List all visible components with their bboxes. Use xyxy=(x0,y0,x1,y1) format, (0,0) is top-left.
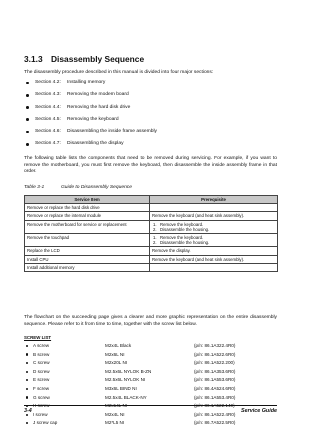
screw-name: H screw xyxy=(33,403,50,409)
prerequisite-cell xyxy=(150,220,278,233)
section-list-item xyxy=(24,105,277,117)
section-ref: Section 4.5: xyxy=(35,116,61,122)
step-text: Remove the keyboard. xyxy=(160,221,204,227)
screw-spec: M2x6L NI xyxy=(105,351,125,357)
section-item-title: Removing the hard disk drive xyxy=(67,104,131,110)
bullet-icon xyxy=(26,106,29,109)
screw-item xyxy=(24,412,277,421)
step-text: Disassemble the housing. xyxy=(160,226,210,232)
step-number: 2. xyxy=(153,240,157,246)
service-item-cell: Remove the touchpad xyxy=(25,233,150,246)
section-item-title: Disassembling the inside frame assembly xyxy=(67,129,157,135)
section-item-title: Removing the modem board xyxy=(67,92,129,98)
section-ref: Section 4.4: xyxy=(35,104,61,110)
screw-spec: M2x4L NI xyxy=(105,411,125,417)
section-heading xyxy=(24,54,144,64)
section-list-item xyxy=(24,80,277,92)
bullet-icon xyxy=(26,371,28,373)
section-item-title: Installing memory xyxy=(67,80,106,85)
screw-part-number: (p/n: 86.1A522.4R0) xyxy=(194,411,236,417)
table-row xyxy=(25,203,278,211)
section-list-item xyxy=(24,141,277,153)
bullet-icon xyxy=(26,388,28,390)
bullet-icon xyxy=(26,131,29,134)
screw-list-title: SCREW LIST xyxy=(24,335,52,340)
screw-name: E screw xyxy=(33,377,50,383)
table-row xyxy=(25,264,278,272)
prerequisite-cell xyxy=(150,203,278,211)
step-number: 2. xyxy=(153,226,157,232)
step-text: Remove the keyboard. xyxy=(160,235,204,241)
screw-item xyxy=(24,343,277,352)
section-ref: Section 4.6: xyxy=(35,129,61,135)
section-list-item xyxy=(24,129,277,141)
flowchart-paragraph: The flowchart on the succeeding page gives a clearer and more graphic representation on the entire disassembly sequence. Please refer to it from time to time, together with the screw list below. xyxy=(24,315,277,327)
screw-spec: M2*L5 NI xyxy=(105,420,125,425)
screw-part-number: (p/n: 86.1A553.6R0) xyxy=(194,377,236,383)
screw-name: F screw xyxy=(33,385,50,391)
prerequisite-cell: Remove the display. xyxy=(150,247,278,255)
intro-paragraph: The disassembly procedure described in this manual is divided into four major sections: xyxy=(24,70,214,75)
section-item-title: Removing the keyboard xyxy=(67,116,119,122)
screw-part-number: (p/n: 86.1A322.4R0) xyxy=(194,343,236,348)
screw-part-number: (p/n: 86.1A353.6R0) xyxy=(194,368,236,374)
table-row xyxy=(25,247,278,255)
bullet-icon xyxy=(26,94,29,97)
prerequisite-step xyxy=(152,227,275,232)
table-row xyxy=(25,220,278,233)
screw-name: B screw xyxy=(33,351,50,357)
prerequisite-step xyxy=(152,240,275,245)
prerequisite-cell: Remove the keyboard (and heat sink assembly). xyxy=(150,212,278,220)
table-header-row xyxy=(25,196,278,204)
screw-item xyxy=(24,352,277,361)
bullet-icon xyxy=(26,396,28,398)
table-caption-text: Guide to Disassembly Sequence xyxy=(61,185,132,190)
screw-name: I screw xyxy=(33,411,48,417)
screw-item xyxy=(24,386,277,395)
bullet-icon xyxy=(26,143,29,146)
screw-part-number: (p/n: 86.1A522.200) xyxy=(194,360,235,366)
screw-spec: M3x6L BIND NI xyxy=(105,385,137,391)
screw-item xyxy=(24,395,277,404)
prerequisite-cell xyxy=(150,264,278,272)
section-list-item xyxy=(24,92,277,104)
section-item-title: Disassembling the display xyxy=(67,141,124,147)
screw-part-number: (p/n: 86.4A524.6R0) xyxy=(194,385,236,391)
footer-divider xyxy=(24,405,277,406)
screw-spec: M2x14L NI xyxy=(105,403,128,409)
screw-name: J screw cap xyxy=(33,420,58,425)
screw-spec: M2x4L Black xyxy=(105,343,132,348)
step-number: 1. xyxy=(153,221,157,227)
screw-list xyxy=(24,343,277,425)
screw-name: G screw xyxy=(33,394,50,400)
screw-spec: M2.5x4L BLACK-NY xyxy=(105,394,147,400)
screw-item xyxy=(24,377,277,386)
service-item-cell: Remove or replace the internal module xyxy=(25,212,150,220)
column-header-service-item: Service Item xyxy=(25,196,150,204)
screw-spec: M2.5x6L NYLOK B-ZN xyxy=(105,368,152,374)
section-ref: Section 4.7: xyxy=(35,141,61,147)
bullet-icon xyxy=(26,353,28,355)
section-title: Disassembly Sequence xyxy=(51,54,145,64)
screw-part-number: (p/n: 86.1A522.6R0) xyxy=(194,351,236,357)
section-list-item xyxy=(24,117,277,129)
page-number: 3-4 xyxy=(24,408,32,414)
table-row xyxy=(25,255,278,263)
table-row xyxy=(25,233,278,246)
screw-name: C screw xyxy=(33,360,50,366)
section-list xyxy=(24,80,277,154)
step-text: Disassemble the housing. xyxy=(160,240,210,246)
bullet-icon xyxy=(26,82,29,85)
screw-part-number: (p/n: 86.1A522.140) xyxy=(194,403,235,409)
screw-item xyxy=(24,369,277,378)
bullet-icon xyxy=(26,379,28,381)
service-item-cell: Install CPU xyxy=(25,255,150,263)
table-caption xyxy=(24,185,132,190)
section-ref: Section 4.3: xyxy=(35,92,61,98)
service-item-cell: Replace the LCD xyxy=(25,247,150,255)
service-item-cell: Remove or replace the hard disk drive xyxy=(25,203,150,211)
section-ref: Section 4.2: xyxy=(35,80,61,85)
screw-name: A screw xyxy=(33,343,50,348)
screw-part-number: (p/n: 86.7A522.5R0) xyxy=(194,420,236,425)
service-item-cell: Install additional memory xyxy=(25,264,150,272)
bullet-icon xyxy=(26,345,28,347)
prerequisite-cell: Remove the keyboard (and heat sink assembly). xyxy=(150,255,278,263)
bullet-icon xyxy=(26,362,28,364)
bullet-icon xyxy=(26,422,28,424)
column-header-prerequisite: Prerequisite xyxy=(150,196,278,204)
service-item-cell: Remove the motherboard for service or replacement xyxy=(25,220,150,233)
bullet-icon xyxy=(26,118,29,121)
table-intro-paragraph: The following table lists the components that need to be removed during servicing. For example, if you want to remove the motherboard, you must first remove the keyboard, then disassemble the inside assembly frame in that order. xyxy=(24,156,277,174)
screw-item xyxy=(24,360,277,369)
section-number: 3.1.3 xyxy=(24,54,43,64)
screw-item xyxy=(24,420,277,425)
table-row xyxy=(25,212,278,220)
step-number: 1. xyxy=(153,235,157,241)
disassembly-table xyxy=(24,195,278,272)
screw-part-number: (p/n: 86.1A553.4R0) xyxy=(194,394,236,400)
prerequisite-cell xyxy=(150,233,278,246)
screw-spec: M2.5x6L NYLOK NI xyxy=(105,377,146,383)
footer-title: Service Guide xyxy=(241,408,277,414)
screw-spec: M2x20L NI xyxy=(105,360,128,366)
screw-name: D screw xyxy=(33,368,50,374)
table-label: Table 3-1 xyxy=(24,185,45,190)
